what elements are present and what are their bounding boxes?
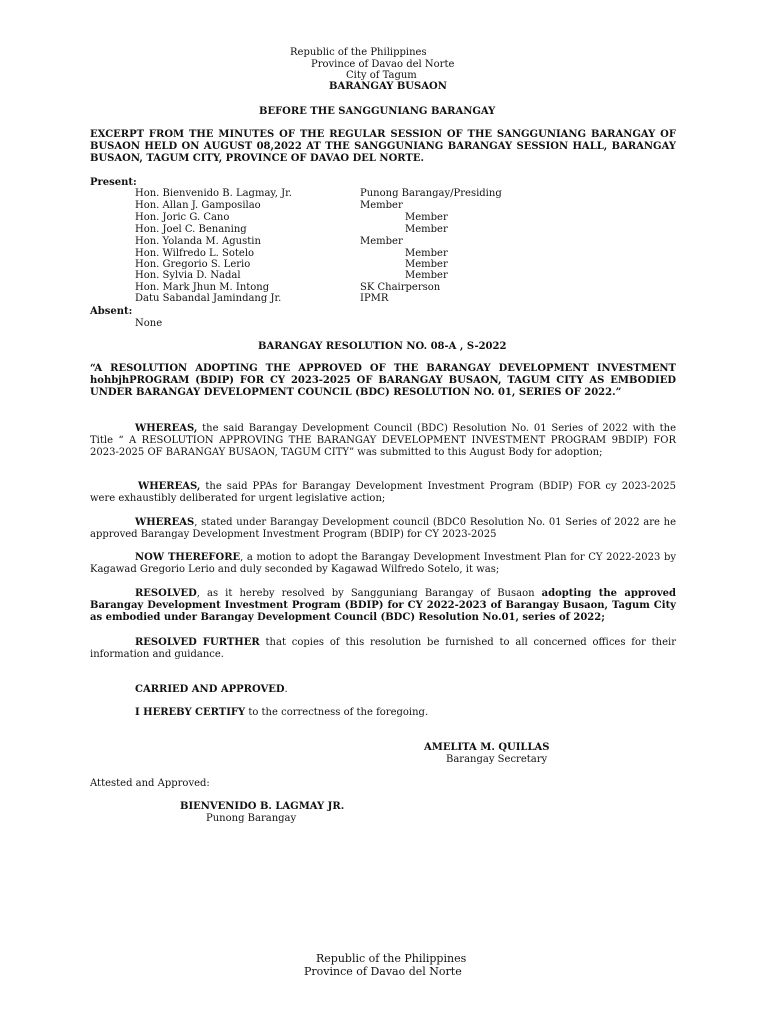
whereas-label: WHEREAS, — [135, 423, 198, 434]
member-role: Member — [405, 270, 448, 281]
member-role: Member — [405, 259, 448, 270]
resolution-number: BARANGAY RESOLUTION NO. 08-A , S-2022 — [258, 341, 507, 352]
member-name: Hon. Allan J. Gamposilao — [135, 200, 261, 211]
footer-republic: Republic of the Philippines — [316, 952, 467, 965]
resolved-text: , as it hereby resolved by Sangguniang Barangay of Busaon — [196, 588, 542, 599]
resolved-label: RESOLVED — [135, 588, 197, 599]
header-barangay: BARANGAY BUSAON — [329, 81, 447, 92]
secretary-title: Barangay Secretary — [446, 754, 548, 765]
member-row — [135, 188, 695, 200]
member-name: Datu Sabandal Jamindang Jr. — [135, 293, 282, 304]
absent-value: None — [135, 318, 163, 329]
header-republic: Republic of the Philippines — [290, 47, 427, 58]
whereas-text: , stated under Barangay Development council (BDC0 Resolution No. 01 Series of 2022 are he approved Barangay Development Investment Program (BDIP) for CY 2023-2025 — [90, 517, 676, 540]
member-role: Member — [360, 236, 403, 247]
carried-label: CARRIED AND APPROVED — [135, 684, 285, 695]
member-row — [135, 224, 695, 236]
member-name: Hon. Bienvenido B. Lagmay, Jr. — [135, 188, 292, 199]
member-row — [135, 200, 695, 212]
resolved-further-text: that copies of this resolution be furnished to all concerned offices for their information and guidance. — [90, 637, 676, 660]
certify-line — [135, 707, 428, 719]
secretary-name: AMELITA M. QUILLAS — [424, 742, 550, 753]
whereas-label: WHEREAS — [135, 517, 195, 528]
member-name: Hon. Joric G. Cano — [135, 212, 230, 223]
member-role: Member — [405, 248, 448, 259]
certify-label: I HEREBY CERTIFY — [135, 707, 246, 718]
whereas-text: the said Barangay Development Council (BDC) Resolution No. 01 Series of 2022 with the Title “ A RESOLUTION APPROVING THE BARANGAY DEVELOPMENT INVESTMENT PROGRAM 9BDIP) FOR 2023-2025 OF BARANGAY BUSAON, TAGUM CITY” was submitted to this August Body for adoption; — [90, 423, 676, 458]
before-heading: BEFORE THE SANGGUNIANG BARANGAY — [259, 106, 496, 117]
member-row — [135, 212, 695, 224]
present-label: Present: — [90, 177, 137, 188]
whereas-paragraph-1 — [90, 423, 676, 459]
member-name: Hon. Joel C. Benaning — [135, 224, 247, 235]
member-name: Hon. Gregorio S. Lerio — [135, 259, 251, 270]
whereas-text: the said PPAs for Barangay Development Investment Program (BDIP) FOR cy 2023-2025 were exhaustibly deliberated for urgent legislative action; — [90, 481, 676, 504]
member-name: Hon. Mark Jhun M. Intong — [135, 282, 270, 293]
certify-text: to the correctness of the foregoing. — [245, 707, 429, 718]
attested-label: Attested and Approved: — [90, 778, 210, 789]
whereas-label: WHEREAS, — [138, 481, 201, 492]
excerpt-paragraph: EXCERPT FROM THE MINUTES OF THE REGULAR SESSION OF THE SANGGUNIANG BARANGAY OF BUSAON HELD ON AUGUST 08,2022 AT THE SANGGUNIANG BARANGAY SESSION HALL, BARANGAY BUSAON, TAGUM CITY, PROVINCE OF DAVAO DEL NORTE. — [90, 129, 676, 164]
header-province: Province of Davao del Norte — [311, 59, 455, 70]
resolved-bold-text: adopting the approved Barangay Development Investment Program (BDIP) for CY 2022-2023 of Barangay Busaon, Tagum City as embodied under Barangay Development Council (BDC) Resolution No.01, series of 2022; — [90, 588, 676, 623]
member-row — [135, 293, 695, 305]
member-name: Hon. Wilfredo L. Sotelo — [135, 248, 255, 259]
header-city: City of Tagum — [346, 70, 417, 81]
punong-name: BIENVENIDO B. LAGMAY JR. — [180, 801, 345, 812]
footer-province: Province of Davao del Norte — [304, 965, 462, 978]
member-role: Member — [405, 212, 448, 223]
now-therefore-label: NOW THEREFORE — [135, 552, 241, 563]
now-therefore-text: , a motion to adopt the Barangay Development Investment Plan for CY 2022-2023 by Kagawad Gregorio Lerio and duly seconded by Kagawad Wilfredo Sotelo, it was; — [90, 552, 676, 575]
member-name: Hon. Sylvia D. Nadal — [135, 270, 241, 281]
resolved-further-paragraph — [90, 637, 676, 661]
now-therefore-paragraph — [90, 552, 676, 576]
member-name: Hon. Yolanda M. Agustin — [135, 236, 261, 247]
member-row — [135, 236, 695, 248]
punong-title: Punong Barangay — [206, 813, 297, 824]
member-role: Punong Barangay/Presiding — [360, 188, 502, 199]
member-role: Member — [360, 200, 403, 211]
absent-label: Absent: — [90, 306, 133, 317]
carried-approved — [135, 684, 288, 696]
whereas-paragraph-3 — [90, 517, 676, 541]
member-role: SK Chairperson — [360, 282, 441, 293]
resolution-title: “A RESOLUTION ADOPTING THE APPROVED OF THE BARANGAY DEVELOPMENT INVESTMENT hohbjhPROGRAM (BDIP) FOR CY 2023-2025 OF BARANGAY BUSAON, TAGUM CITY AS EMBODIED UNDER BARANGAY DEVELOPMENT COUNCIL (BDC) RESOLUTION NO. 01, SERIES OF 2022.” — [90, 363, 676, 398]
resolved-further-label: RESOLVED FURTHER — [135, 637, 260, 648]
member-row — [135, 270, 695, 282]
member-role: Member — [405, 224, 448, 235]
resolved-paragraph — [90, 588, 676, 624]
member-role: IPMR — [360, 293, 389, 304]
whereas-paragraph-2 — [90, 481, 676, 505]
carried-tail: . — [284, 684, 288, 695]
